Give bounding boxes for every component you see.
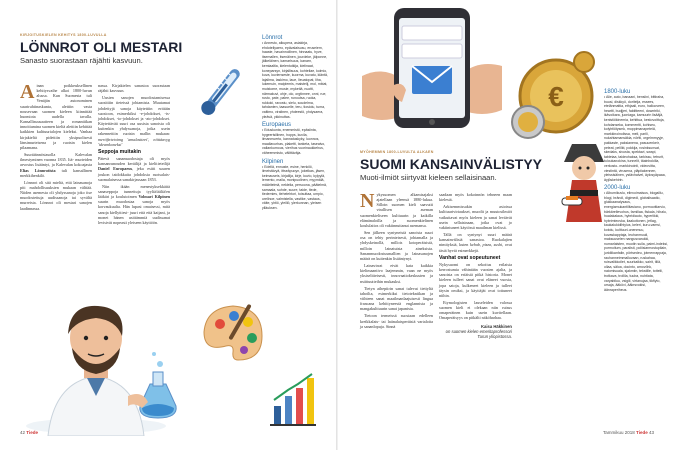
left-magazine-name: Tiede	[26, 430, 38, 435]
gutter	[336, 0, 338, 450]
left-col2-p6: suurin muodostaa sanoja myös korvaukuulta. Hän lupasi omaisessi, mitä sanoja kiellyttiesi- juuri että että kaijani, ja monet hänen usittämmiä uudissanat levisivät nopeasti yleiseen käyttöön.	[98, 199, 170, 225]
left-col1-p2-bold: Elias Lönnrotista	[20, 167, 56, 173]
right-dropcap: N	[360, 190, 375, 212]
right-sidebar	[604, 86, 668, 292]
left-sidebar-text-europaeus: • Eduskunta, enemmistö, epäsiinta, hygeerisiliinen, hopps, kuvila, ilmanmuerto, kannatuskyky, luonnos, maallavurhas, plaketti, tanketa, taseaivo, vallankumous, vierihus vuorinaukkehus, väheemmisto, välittäväja.	[262, 128, 326, 156]
left-title: LÖNNROT OLI MESTARI	[20, 39, 183, 55]
left-kicker: KIRJOITUSKIELEN KEHITYS 1800-LUVULLA	[20, 33, 107, 37]
right-col2-p2: Arkisemmissakin asioissa kulttuurivirtaukset, muodit ja muutosilmiöt vaikuttavat myös kieleen ja sanat leviävät usein sellaisinaan, jotka ovat jo vakiintuneet käytössä maailman kielissä.	[439, 204, 512, 230]
right-sidebar-text-1800: • Alie, auto, banaani, bensiini, bittiraha, buusi, diskkyö, doritelja, essees, etelänmattia, ethjaali, euro, hallooveen, heartti, budjjeri, faktitteeni, downtriki, ikävoikara, juoniaga, kamuurin lisääjä, kenistöikinemia, kehittua, kestovoittoja, kohdanseka, kommentti, kohiseu, kolyhtiötysmk, moppimanapeteiä, markkinoinolissa, meli, parili, nukahtamansäkia, nörtti, orgelmmyyje, pakkaste, paksianena, pasuuenkeir, peleat, pelilkt, pokkija, rosinksunsat, skedaks, sivusta, spektavi, swapi, tabletaa, taideohaksa, tarkissu, tetrurit, tuloukanokina, tunnelit, täainbokilla, verkosto- markkinointi, videovitta, viestintä, virusena, yläpiiakennen, yleissisäinen, ystävhalvel, äylosyäpaaa, äyjöskehirin.	[604, 95, 666, 182]
left-col2-p1: nassa. Kirjakielen sanastoa suorastaan räjähti kasvuun.	[98, 83, 170, 94]
right-sidebar-title-2000: 2000-luku	[604, 185, 631, 192]
scientist-illustration	[18, 286, 203, 436]
right-magazine-name: Tiede	[636, 430, 648, 435]
right-col2-p5: Nykysuomi on sekoitus erilaisia kerrostumia vähintään vuosien ajalta, ja sanoista on eriäisiä pitkä historia. Monet kieleen tulleet sanat ovat eläneet vuosia, jopa satoja, kulkeneet kieleen ja tulleet täysin omiksi, ja käyttäjät ovat tottuneet niihin.	[439, 261, 512, 298]
author-name: Kaisa Häkkinen	[481, 323, 512, 329]
left-sidebar-title-europaeus: Europaeus	[262, 122, 292, 129]
phone-email-illustration	[362, 6, 502, 132]
left-sidebar-text-lonnrot: • Annesto, alkupera, asiakirja, ehdotellyaero, epävalaisusu, eruseiem, haaste, havainnollinen, hinnaatu, hyve, itsemallen, itsenäinen, jourdeke, jälponne, jälkeläinen, kamarlsuus, kanarn, kemiaaltia, kielentutkija, kielinaat, koneparsyn, kirjallisuus, kohteliae, kolmio, kuva, kuvienseste, kuorma, kuvatu, kiäntä, lajalima, laskimo, laue, lieuatopat, liha, lukemuin, maiplemis, maistelij, mol, mbiat, muistome, musie, myketiä, nuotti, närmakuvi, ohje, olo, orgtinnee, onni, rue, rusto, pate, palee, runoutsa, ruoka, rukkoki, ravostu, sielu, soudelma, tahdanten, taasuelle, teru, tiosiolu, tuma, valtimo, viralinen, yhdeestö, yhdysaera, yleävä, ykkinuttas.	[262, 41, 328, 119]
left-sidebar-title-lonnrot: Lönnrot	[262, 35, 283, 41]
right-col2-p1: saadaan myös kokoinnön tehneen maan kielestä.	[439, 192, 512, 203]
right-subhead: Vanhat ovat sopeutuneet	[439, 254, 501, 261]
left-col2-p2-italic: mertiftrtetoimg 'amalastteet', niittäavyg 'ideamkoneksi'	[98, 136, 170, 147]
right-col1-p1: ykysuomen alkamisajaksi ajatellaan yleensä 1880-lukua. Silloin suomen kieli saavutti virallisen aseman suomenkieliseen kulttuurin ja kaikilla elämänaloilla ja suomenkielinen koululaitos oli vakiinnuttanut asemansa.	[360, 192, 433, 228]
left-deck: Sanasto suorastaan räjähti kasvuun.	[20, 56, 143, 65]
right-col-3	[518, 192, 595, 339]
left-col-2	[98, 83, 170, 227]
left-subhead: Seppoja muitakin	[98, 148, 141, 155]
left-dropcap: A	[20, 81, 35, 103]
left-col2-p5: Niin ikään menestyksekkäitä sanaseppoja tunnettuja tyyliä/ääliä/en lääkäri ja koulutoimen	[98, 183, 170, 200]
right-title: SUOMI KANSAINVÄLISTYY	[360, 156, 543, 172]
right-columns	[360, 192, 595, 339]
right-col2-p3-italic: kebab, pizza, sushi,	[469, 242, 504, 248]
right-col-2	[439, 192, 512, 339]
right-col1-p2: Sen jälkeen syntyneistä sanoista suuri osa on tehty perinteisesti, johtamalla ja yhdyskeinollä, millois kotoperäisistä, milloin lainatuista aineksista. Sananmuodostusmallien ja lainasanojen määrä on kuitenkin lisääntynyt.	[360, 230, 433, 261]
right-col-1	[360, 192, 433, 339]
right-deck: Muoti-ilmiöt siirtyvät kieleen sellaisinaan.	[360, 173, 497, 182]
bar-chart-icon	[268, 370, 318, 428]
right-sidebar-text-2000: • Albumikuvlu, elinvoimaisus, blogaillu, blogi, brändi, digimedi, globalisaatio, glukkaanalysaus, energiamukantilitaviano, pormoottiarvio, bärkärellevohus, familiaa, fiskala, hihalu, hualakalaus, hybridiauto, hyperlikki, hybrimteovka, ilaakotionen, jetlag, kaukalukidihtyius, keleri, kuru-vamsi, kotolu, kulttuuri-unenmuu, kuvaskapptaja, leuhanmuuli, maksuuselen nangusvarukki, numarlaisten, muotin suila, paimi-indeksi, pormoitum, paralisti, poliisiarmostupilain, juridiikanfalin, pörtsedeu, jotmenrappaja, rauhanneimmalluvaan, ruskahaa, ruisvalikkoilet, suurkaikko, sairit, tiliä, ollaa, säloa, docinto, amovöhk, naiomisuala, sjakmiin, tekstille, tottelii, trotkava, trollila, tuuba, nuhtiata, varyabiluu, vsigili, virtanujaa, tikfiyto, ursaja, ääkövi, ääkrsvokisi, äänraperiheus.	[604, 191, 668, 292]
right-sidebar-title-1800: 1800-luku	[604, 89, 631, 95]
left-col2-p3: Pätevä sanamuodostaja oli myös kansanrunouden keräilijä ja kielitieteilijä	[98, 156, 170, 167]
right-page-number: 43	[648, 430, 654, 435]
left-sidebar	[262, 32, 328, 211]
left-col-1	[20, 83, 92, 227]
left-col2-p4: , jeka esitti suuren joukon taidokkaita johdoksia ruotsalais-suomalaisessa sanakirjassaan 1853.	[98, 166, 170, 182]
left-col1-p2: Suurtäännöstasolla Kalevalan ilmestyminen vuonna 1835. Itä- murteiden arvostus lisääntyi, ja Kalevalan kokoajasta	[20, 152, 92, 168]
left-sidebar-text-kilpinen: • Edellä, ennuste, esine, henkilö, ilmeistävyä, ittseäpuoyn, jokeikas, jäsen, keimauseis, kirjailija, kirje, kuvio, kylpylä, lemento, maila, monipuolinen, myymälä, määritelmä, neklelia, persoona, päätelmä, samaala, suhde, suure, taide, tiede, tiedemies, tiehelehtori, toisuttaa, umpio, urellnoe, valmistella, vastike, vastaus, väite, yhtiö, yleillö, ylerkunnan, yleisen ylläuksen.	[262, 164, 327, 210]
right-folio	[603, 430, 654, 435]
left-col2-p3-bold: Daniel Europaeus	[98, 166, 133, 172]
left-sidebar-title-kilpinen: Kilpinen	[262, 158, 284, 165]
right-col1-p4: Tietyn aihepiirin sanat tulevat tiettyltä tahoilta, esimerkiksi tietotekniikan ja viihteen sanat maailmanlaajuisesti lingua francana kehittyneestä englannista ja mangakulttuurin sanat japanista.	[360, 285, 433, 312]
thermometer-icon	[190, 62, 250, 124]
author-role: on suomen kielen emeritaprofessori Turun yliopistossa.	[445, 328, 512, 339]
right-article	[360, 150, 595, 339]
left-col1-p1: inan poikkeuksellinen kehitysvaihe alkoi 1800-luvun alussa. Kun Suomesta tuli Venäjän autonominen suuriruhtinaskunta, alettiin vasta nousevaan suomen kieleen kiinnittää huomiota uudella tavalla. Kansallisuusaatteen ja romantiikan innoittamina suomen kieltä alettiin kehittää kaikkien kulttuurialojen kieleksi. Vanhaa kirjakieltä pidettiin yksipuolisesti länsimurteisena ja ruotsin kielen pilaamana.	[20, 83, 92, 150]
right-col1-p3: Lainavirrat eivät kata kaikkia kielimaantivo laajemmin, vaan ne myös yksiselitteisesti, innovaatiokeskusten ja nstittuutteihin mukauksi.	[360, 263, 433, 284]
left-col1-p4: Lönnrot oli sitä mieltä, että lainasanoja piti mahdollisuuksien mukaan välttää. Niiden asemesta oli yhdyssanoja joko itse muodostettuja uudissanoja tai syvältä murreista. Lönnrot oli mestari sanojen laadinnassa.	[20, 179, 92, 211]
left-folio	[20, 430, 38, 435]
right-col2-p3: Tällä on syntynyt suuri määrä kansainvälisiä sanastoa. Ruokalajien nimityksiä, kuten	[439, 232, 512, 248]
svg-text:€: €	[548, 81, 564, 112]
right-col1-p5: Tietoon termeissä suosiaan edelleen kreikkalais- tai latinalaisperäisiä vartaloita ja sananlopuja. Sinnä	[360, 313, 433, 329]
left-col2-p2: Uusien sanojen muodostamisessa suosittiin tieteissä johtamista. Muutamat johdettyjä sanoja käytettiin erittäin suosioon, esimerkiksi -e-johdokset, -is-johdokset, -io-johdokset ja -ato-johdokset. Käytettävää suuri osa uusista sanoista oli kuitenkin yhdyssanoja, jotka usein rakennettiin ruotsin mallin mukaan:	[98, 95, 170, 137]
author-signature	[439, 324, 512, 339]
paint-palette-icon	[198, 300, 268, 372]
right-kicker: MYÖHEMMIN 1800-LUVULTA ALKAEN	[360, 150, 434, 154]
right-col2-p6: Etymologisten lauseleiden valossa suomen kieli ei olekaan niin ruisus omaperäinen kuin usein kuvitellaan. Omaperäisyys on pitkälti näköharhaa.	[439, 299, 512, 321]
left-col2-p5-bold: Volmari Kilpinen	[138, 194, 170, 200]
left-col1-p3: tuli kansallinen merkkihenkilö.	[20, 167, 92, 178]
right-col2-p4: ovat tästä hyviä esimerkkejä.	[439, 242, 512, 253]
right-date: Tammikuu 2018	[603, 430, 635, 435]
left-page-number: 42	[20, 430, 26, 435]
